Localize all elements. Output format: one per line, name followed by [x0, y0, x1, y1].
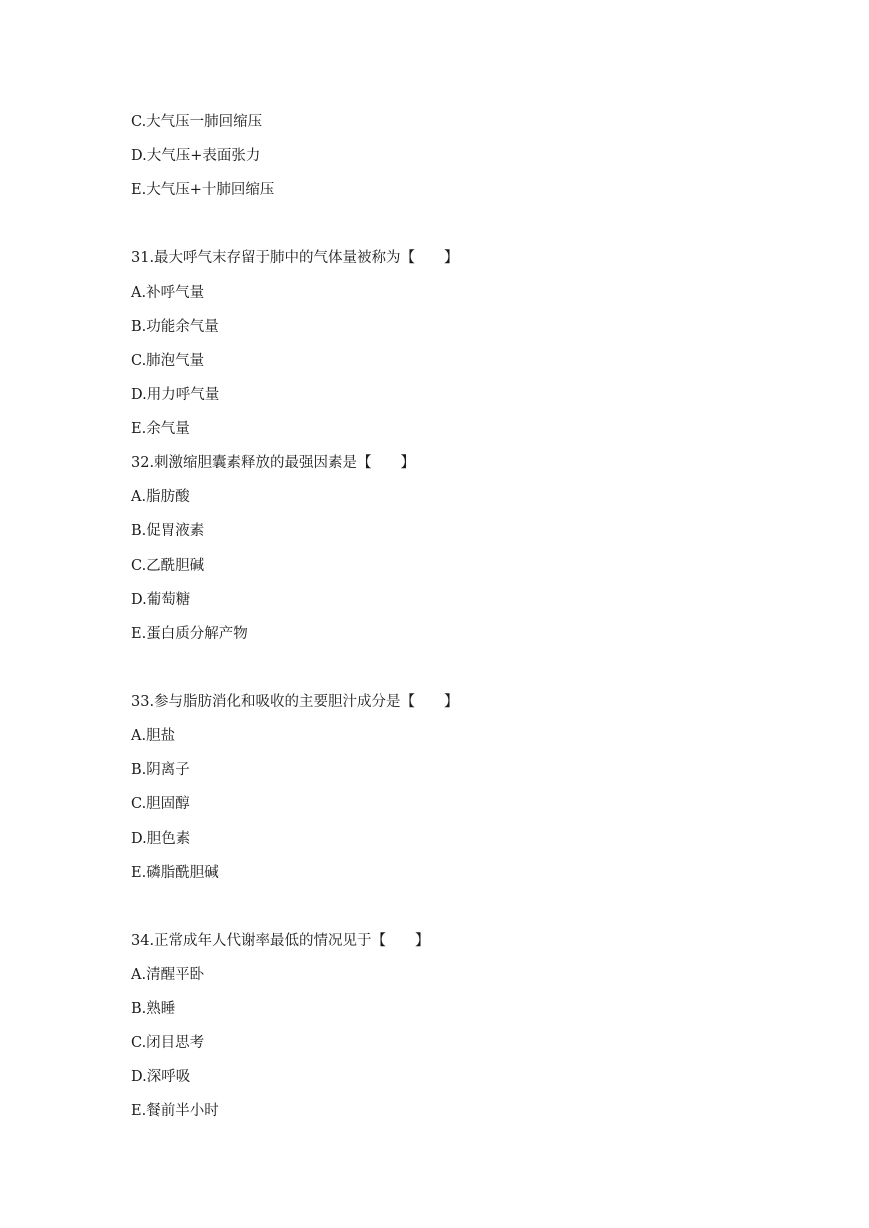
question-33-stem: 33.参与脂肪消化和吸收的主要胆汁成分是【 】 [131, 694, 459, 710]
question-31-stem: 31.最大呼气末存留于肺中的气体量被称为【 】 [131, 250, 459, 266]
option-e: E.磷脂酰胆碱 [131, 865, 219, 881]
option-a: A.清醒平卧 [131, 967, 205, 983]
option-a: A.脂肪酸 [131, 489, 190, 505]
option-e: E.余气量 [131, 421, 190, 437]
option-d: D.用力呼气量 [131, 387, 220, 403]
option-d: D.胆色素 [131, 831, 191, 847]
option-d: D.深呼吸 [131, 1069, 191, 1085]
option-a: A.补呼气量 [131, 285, 205, 301]
option-c: C.胆固醇 [131, 796, 190, 812]
option-c: C.肺泡气量 [131, 353, 205, 369]
option-d: D.葡萄糖 [131, 592, 191, 608]
option-e: E.蛋白质分解产物 [131, 626, 248, 642]
option-c: C.大气压一肺回缩压 [131, 114, 263, 130]
question-34-stem: 34.正常成年人代谢率最低的情况见于【 】 [131, 933, 430, 949]
option-e: E.餐前半小时 [131, 1103, 219, 1119]
option-b: B.熟睡 [131, 1001, 176, 1017]
option-b: B.功能余气量 [131, 319, 219, 335]
option-e: E.大气压+十肺回缩压 [131, 182, 275, 198]
option-a: A.胆盐 [131, 728, 176, 744]
option-b: B.促胃液素 [131, 523, 205, 539]
question-32-stem: 32.刺激缩胆囊素释放的最强因素是【 】 [131, 455, 416, 471]
option-d: D.大气压+表面张力 [131, 148, 261, 164]
option-c: C.闭目思考 [131, 1035, 205, 1051]
option-c: C.乙酰胆碱 [131, 558, 205, 574]
option-b: B.阴离子 [131, 762, 190, 778]
